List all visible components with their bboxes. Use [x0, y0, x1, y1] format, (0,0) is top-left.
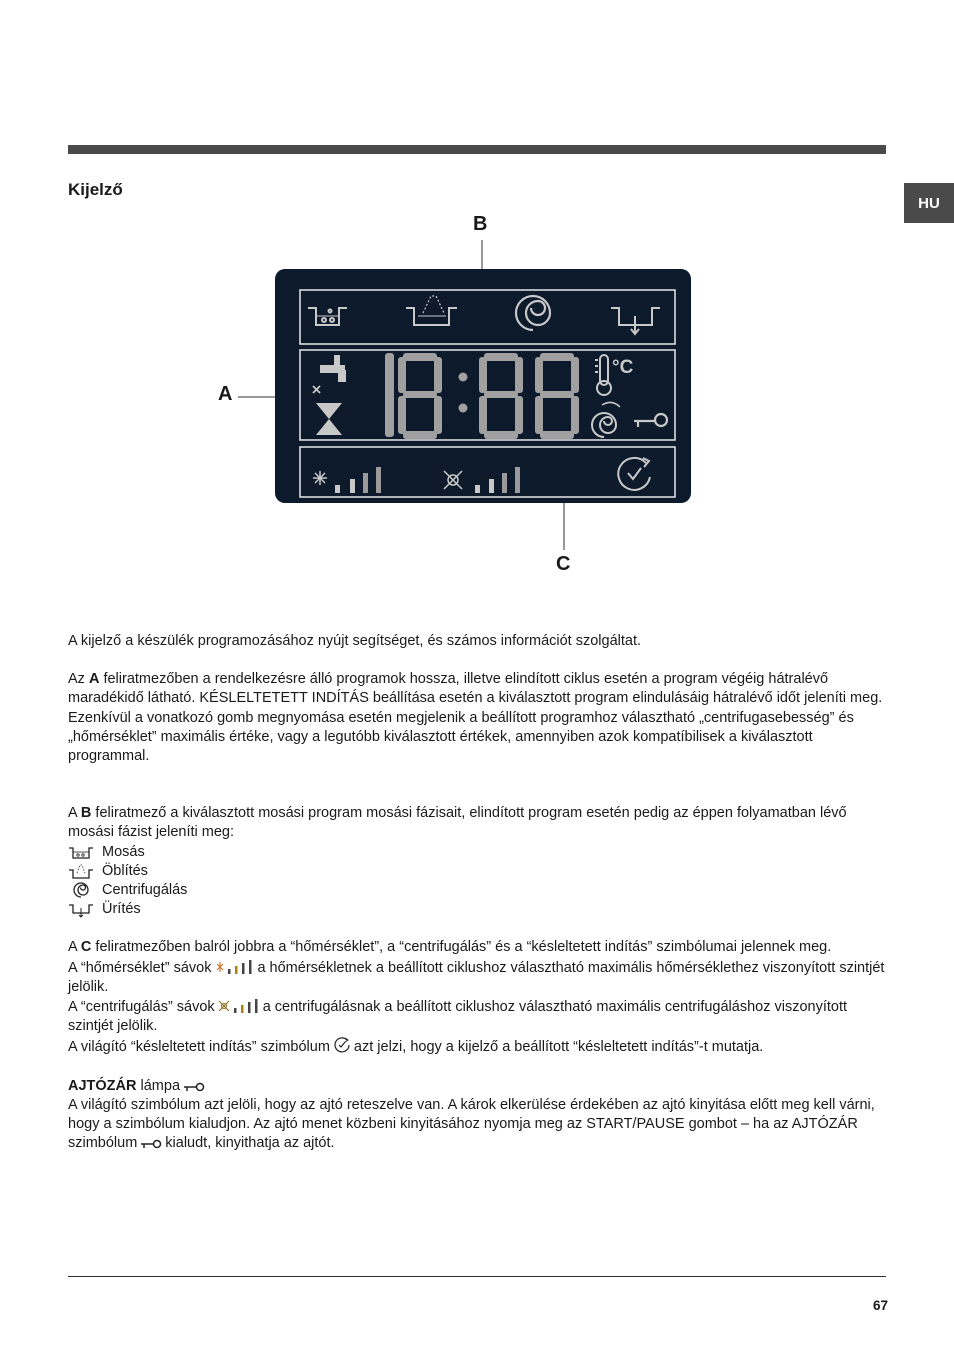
rinse-icon: [68, 863, 94, 880]
phase-list-item: [68, 843, 888, 862]
phase-list-item: [68, 900, 888, 919]
callout-c: C: [556, 553, 571, 575]
temperature-bars-icon: [214, 958, 254, 975]
bottom-rule: [68, 1276, 886, 1277]
phase-label: Öblítés: [102, 862, 148, 879]
phase-label: Centrifugálás: [102, 882, 188, 898]
door-lock-paragraph: A világító szimbólum azt jelöli, hogy az ajtó reteszelve van. A károk elkerülése érdekében az ajtó kinyitása előtt meg kell várni, hogy a szimbólum kialudjon. Az ajtó menet közbeni kinyitásához nyomja meg az START/PAUSE gombot – ha az AJTÓZÁR szimbólum kialudt, kinyithatja az ajtót.: [68, 1096, 875, 1152]
field-c-paragraph-2: A “hőmérséklet” sávok a hőmérsékletnek a beállított ciklushoz választható maximális hőmérséklethez viszonyított szintjét jelölik.: [68, 959, 885, 995]
field-b-paragraph: A B feliratmező a kiválasztott mosási program mosási fázisait, elindított program esetén pedig az éppen folyamatban lévő mosási fázist jeleníti meg:: [68, 805, 847, 841]
field-a-paragraph-2: Ezenkívül a vonatkozó gomb megnyomása esetén megjelenik a beállított programhoz választható „centrifugasebesség” és „hőmérséklet” maximális értéke, vagy a legutóbb kiválasztott értékek, amennyiben azok kompatíbilisek a kiválasztott programmal.: [68, 709, 854, 765]
intro-paragraph: A kijelző a készülék programozásához nyújt segítséget, és számos információt szolgáltat.: [68, 633, 642, 649]
callout-b: B: [473, 213, 488, 235]
page-number: 67: [872, 1298, 888, 1313]
lcd-snowflake-icon: [313, 471, 327, 485]
delay-start-icon: [333, 1036, 351, 1054]
spin-icon: [68, 882, 94, 899]
top-rule: [68, 145, 886, 154]
drain-icon: [68, 901, 94, 918]
lcd-display-illustration: [200, 205, 720, 585]
phase-label: Ürítés: [102, 901, 141, 918]
body-text: [68, 632, 888, 1153]
key-icon: [140, 1138, 162, 1150]
key-icon: [183, 1081, 205, 1093]
spin-bars-icon: [218, 997, 260, 1014]
section-title: Kijelző: [68, 180, 123, 199]
field-a-paragraph-1: Az A feliratmezőben a rendelkezésre álló programok hossza, illetve elindított ciklus esetén a program végéig hátralévő maradékidő látható. KÉSLELTETETT INDÍTÁS beállítása esetén a kiválasztott program elindulásáig hátralévő időt jeleníti meg.: [68, 671, 883, 707]
phase-list-item: [68, 862, 888, 881]
field-c-paragraph-4: A világító “késleltetett indítás” szimbólum azt jelzi, hogy a kijelző a beállított “késleltetett indítás”-t mutatja.: [68, 1036, 888, 1057]
phase-label: Mosás: [102, 843, 145, 860]
language-tab: HU: [904, 183, 954, 223]
lcd-celsius-unit: °C: [612, 357, 634, 378]
door-lock-heading: AJTÓZÁR lámpa: [68, 1077, 888, 1096]
field-c-paragraph-3: A “centrifugálás” sávok a centrifugálásnak a beállított ciklushoz választható maximális centrifugáláshoz viszonyított szintjét jelölik.: [68, 998, 848, 1035]
display-diagram: [200, 205, 720, 585]
callout-a: A: [218, 383, 233, 405]
wash-icon: [68, 844, 94, 861]
phase-list-item: [68, 881, 888, 900]
field-c-paragraph-1: A C feliratmezőben balról jobbra a “hőmérséklet”, a “centrifugálás” és a “késleltetett indítás” szimbólumai jelennek meg.: [68, 939, 832, 956]
